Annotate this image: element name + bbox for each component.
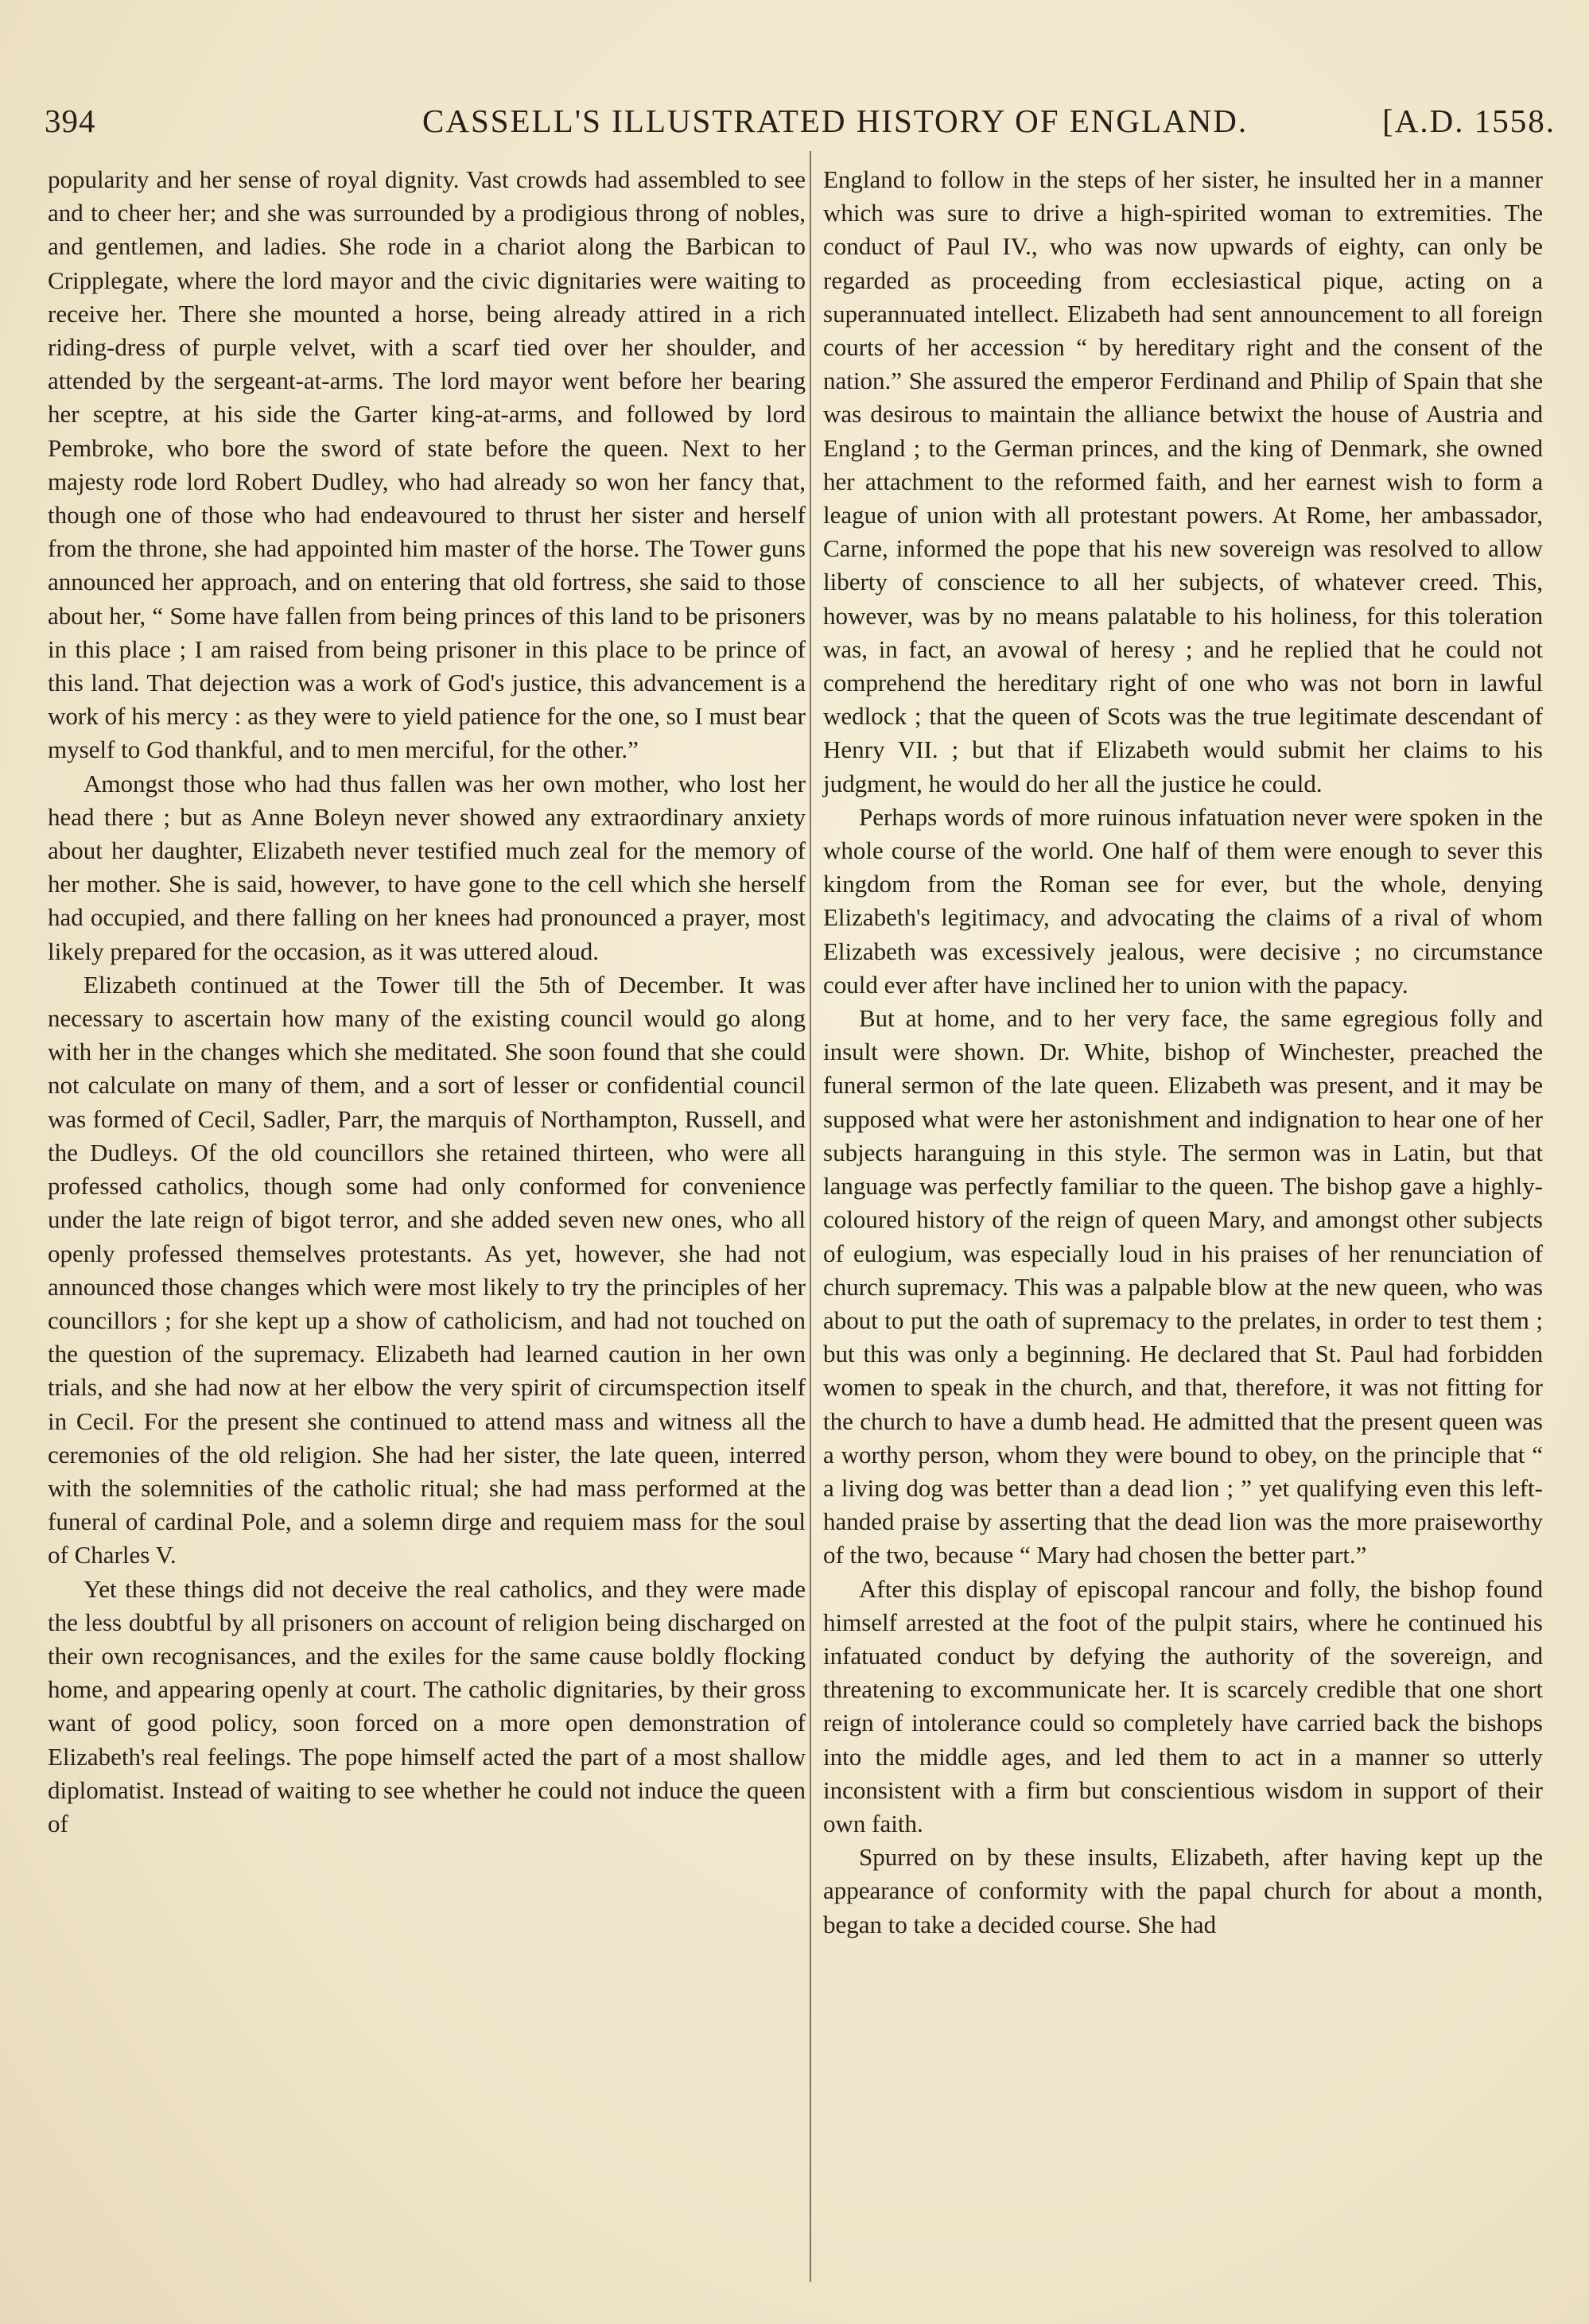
- paragraph: Spurred on by these insults, Elizabeth, after having kept up the appearance of conformity with the papal church for about a month, began to take a decided course. She had: [823, 1843, 1543, 1938]
- running-title: CASSELL'S ILLUSTRATED HISTORY OF ENGLAND.: [422, 103, 1249, 139]
- page-header: [45, 102, 1556, 149]
- column-divider: [810, 151, 811, 2282]
- paragraph: popularity and her sense of royal dignity. Vast crowds had assembled to see and to cheer her; and she was surrounded by a prodigious throng of nobles, and gentlemen, and ladies. She rode in a chariot along the Barbican to Cripplegate, where the lord mayor and the civic dignitaries were waiting to receive her. There she mounted a horse, being already attired in a rich riding-dress of purple velvet, with a scarf tied over her shoulder, and attended by the sergeant-at-arms. The lord mayor went before her bearing her sceptre, at his side the Garter king-at-arms, and followed by lord Pembroke, who bore the sword of state before the queen. Next to her majesty rode lord Robert Dudley, who had already so won her fancy that, though one of those who had endeavoured to thrust her sister and herself from the throne, she had appointed him master of the horse. The Tower guns announced her approach, and on entering that old fortress, she said to those about her, “ Some have fallen from being princes of this land to be prisoners in this place ; I am raised from being prisoner in this place to be prince of this land. That dejection was a work of God's justice, this advancement is a work of his mercy : as they were to yield patience for the one, so I must bear myself to God thankful, and to men merciful, for the other.”: [48, 165, 806, 764]
- paragraph: Elizabeth continued at the Tower till the 5th of December. It was necessary to ascertain how many of the existing council would go along with her in the changes which she meditated. She soon found that she could not calculate on many of them, and a sort of lesser or confidential council was formed of Cecil, Sadler, Parr, the marquis of Northampton, Russell, and the Dudleys. Of the old councillors she retained thirteen, who were all professed catholics, though some had only conformed for convenience under the late reign of bigot terror, and she added seven new ones, who all openly professed themselves protestants. As yet, however, she had not announced those changes which were most likely to try the principles of her councillors ; for she kept up a show of catholicism, and had not touched on the question of the supremacy. Elizabeth had learned caution in her own trials, and she had now at her elbow the very spirit of circumspection itself in Cecil. For the present she continued to attend mass and witness all the ceremonies of the old religion. She had her sister, the late queen, interred with the solemnities of the catholic ritual; she had mass performed at the funeral of cardinal Pole, and a solemn dirge and requiem mass for the soul of Charles V.: [48, 970, 806, 1569]
- paragraph: Perhaps words of more ruinous infatuation never were spoken in the whole course of the world. One half of them were enough to sever this kingdom from the Roman see for ever, but the whole, denying Elizabeth's legitimacy, and advocating the claims of a rival of whom Elizabeth was excessively jealous, were decisive ; no circumstance could ever after have inclined her to union with the papacy.: [823, 802, 1543, 999]
- right-column: [823, 163, 1543, 1942]
- page-date: [A.D. 1558.: [1382, 103, 1556, 139]
- left-column: [48, 163, 806, 1841]
- paragraph: Amongst those who had thus fallen was her own mother, who lost her head there ; but as Anne Boleyn never showed any extraordinary anxiety about her daughter, Elizabeth never testified much zeal for the memory of her mother. She is said, however, to have gone to the cell which she herself had occupied, and there falling on her knees had pronounced a prayer, most likely prepared for the occasion, as it was uttered aloud.: [48, 769, 806, 965]
- paragraph: England to follow in the steps of her sister, he insulted her in a manner which was sure to drive a high-spirited woman to extremities. The conduct of Paul IV., who was now upwards of eighty, can only be regarded as proceeding from ecclesiastical pique, acting on a superannuated intellect. Elizabeth had sent announcement to all foreign courts of her accession “ by hereditary right and the consent of the nation.” She assured the emperor Ferdinand and Philip of Spain that she was desirous to maintain the alliance betwixt the house of Austria and England ; to the German princes, and the king of Denmark, she owned her attachment to the reformed faith, and her earnest wish to form a league of union with all protestant powers. At Rome, her ambassador, Carne, informed the pope that his new sovereign was resolved to allow liberty of conscience to all her subjects, of whatever creed. This, however, was by no means palatable to his holiness, for this toleration was, in fact, an avowal of heresy ; and he replied that he could not comprehend the hereditary right of one who was not born in lawful wedlock ; that the queen of Scots was the true legitimate descendant of Henry VII. ; but that if Elizabeth would submit her claims to his judgment, he would do her all the justice he could.: [823, 165, 1543, 797]
- paragraph: Yet these things did not deceive the real catholics, and they were made the less doubtful by all prisoners on account of religion being discharged on their own recognisances, and the exiles for the same cause boldly flocking home, and appearing openly at court. The catholic dignitaries, by their gross want of good policy, soon forced on a more open demonstration of Elizabeth's real feelings. The pope himself acted the part of a most shallow diplomatist. Instead of waiting to see whether he could not induce the queen of: [48, 1574, 806, 1837]
- paragraph: After this display of episcopal rancour and folly, the bishop found himself arrested at the foot of the pulpit stairs, where he continued his infatuated conduct by defying the authority of the sovereign, and threatening to excommunicate her. It is scarcely credible that one short reign of intolerance could so completely have carried back the bishops into the middle ages, and led them to act in a manner so utterly inconsistent with a firm but conscientious wisdom in support of their own faith.: [823, 1574, 1543, 1837]
- page-number: 394: [45, 103, 96, 139]
- paragraph: But at home, and to her very face, the same egregious folly and insult were shown. Dr. White, bishop of Winchester, preached the funeral sermon of the late queen. Elizabeth was present, and it may be supposed what were her astonishment and indignation to hear one of her subjects haranguing in this style. The sermon was in Latin, but that language was perfectly familiar to the queen. The bishop gave a highly-coloured history of the reign of queen Mary, and amongst other subjects of eulogium, was especially loud in his praises of her renunciation of church supremacy. This was a palpable blow at the new queen, who was about to put the oath of supremacy to the prelates, in order to test them ; but this was only a beginning. He declared that St. Paul had forbidden women to speak in the church, and that, therefore, it was not fitting for the church to have a dumb head. He admitted that the present queen was a worthy person, whom they were bound to obey, on the principle that “ a living dog was better than a dead lion ; ” yet qualifying even this left-handed praise by asserting that the dead lion was the more praiseworthy of the two, because “ Mary had chosen the better part.”: [823, 1004, 1543, 1569]
